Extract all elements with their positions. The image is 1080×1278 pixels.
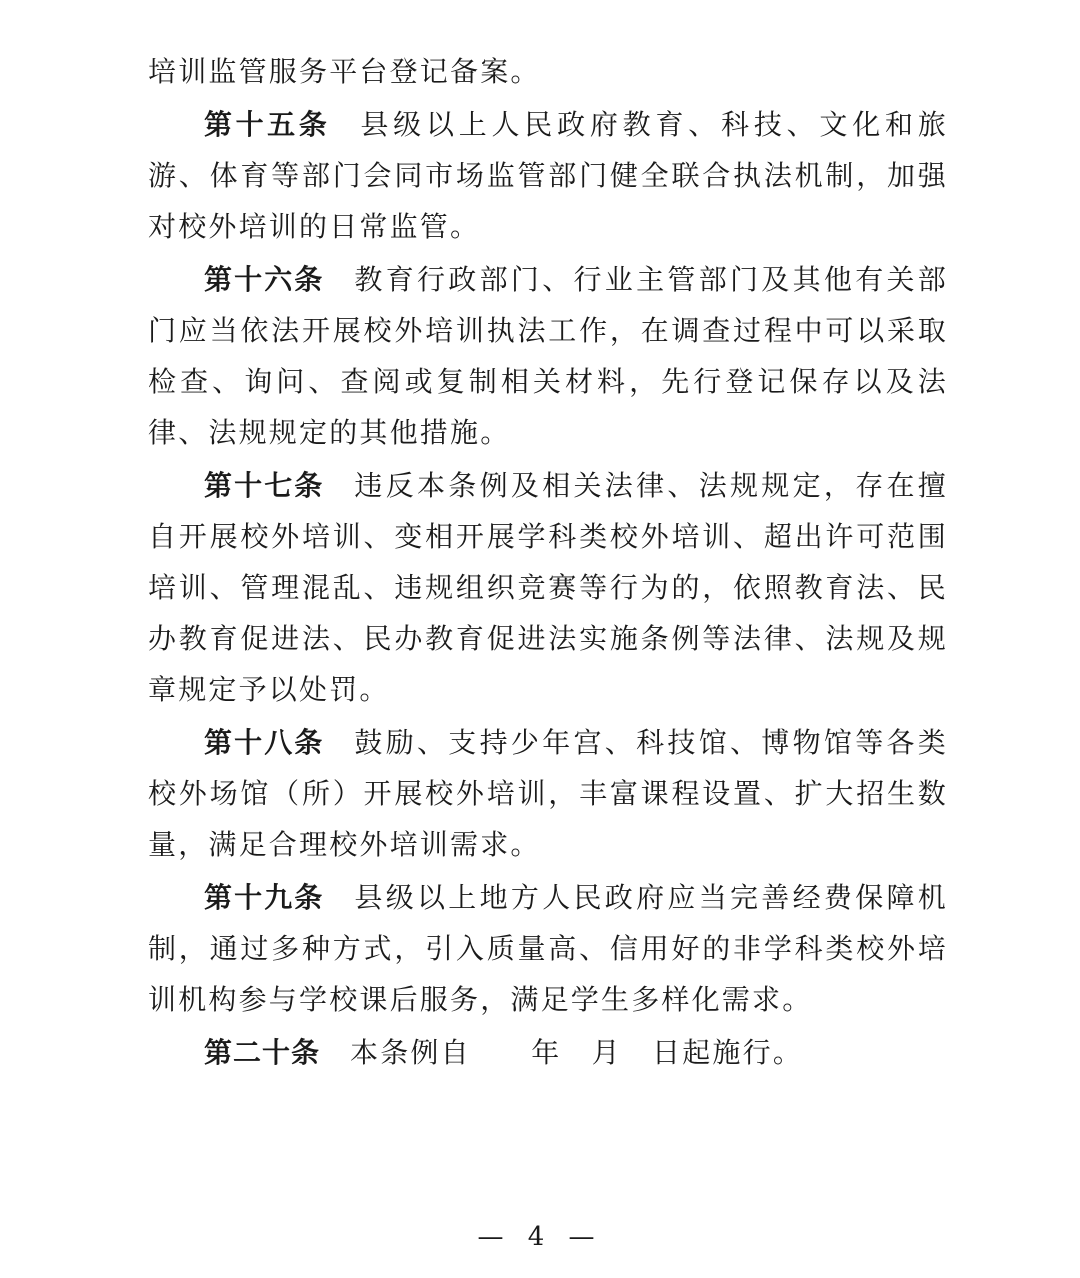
article-text: 鼓励、支持少年宫、科技馆、博物馆等各类校外场馆（所）开展校外培训，丰富课程设置、扩大招生数量，满足合理校外培训需求。	[148, 726, 948, 861]
article-heading: 第十七条	[204, 469, 325, 502]
paragraph-text: 培训监管服务平台登记备案。	[148, 55, 541, 88]
article-19	[148, 872, 948, 1025]
article-text: 教育行政部门、行业主管部门及其他有关部门应当依法开展校外培训执法工作，在调查过程中可以采取检查、询问、查阅或复制相关材料，先行登记保存以及法律、法规规定的其他措施。	[148, 263, 948, 449]
article-heading: 第十五条	[204, 108, 331, 141]
article-heading: 第十九条	[204, 881, 325, 914]
article-heading: 第十六条	[204, 263, 325, 296]
page-number: — 4 —	[477, 1222, 603, 1252]
document-body	[148, 46, 948, 1080]
article-15	[148, 99, 948, 252]
article-text: 县级以上人民政府教育、科技、文化和旅游、体育等部门会同市场监管部门健全联合执法机制，加强对校外培训的日常监管。	[148, 108, 948, 243]
article-16	[148, 254, 948, 458]
article-18	[148, 717, 948, 870]
article-heading: 第二十条	[204, 1036, 321, 1069]
article-text: 本条例自 年 月 日起施行。	[350, 1036, 804, 1069]
article-text: 县级以上地方人民政府应当完善经费保障机制，通过多种方式，引入质量高、信用好的非学科类校外培训机构参与学校课后服务，满足学生多样化需求。	[148, 881, 948, 1016]
article-heading: 第十八条	[204, 726, 325, 759]
article-17	[148, 460, 948, 715]
article-20	[148, 1027, 948, 1078]
paragraph-continuation	[148, 46, 948, 97]
article-text: 违反本条例及相关法律、法规规定，存在擅自开展校外培训、变相开展学科类校外培训、超出许可范围培训、管理混乱、违规组织竞赛等行为的，依照教育法、民办教育促进法、民办教育促进法实施条例等法律、法规及规章规定予以处罚。	[148, 469, 948, 706]
